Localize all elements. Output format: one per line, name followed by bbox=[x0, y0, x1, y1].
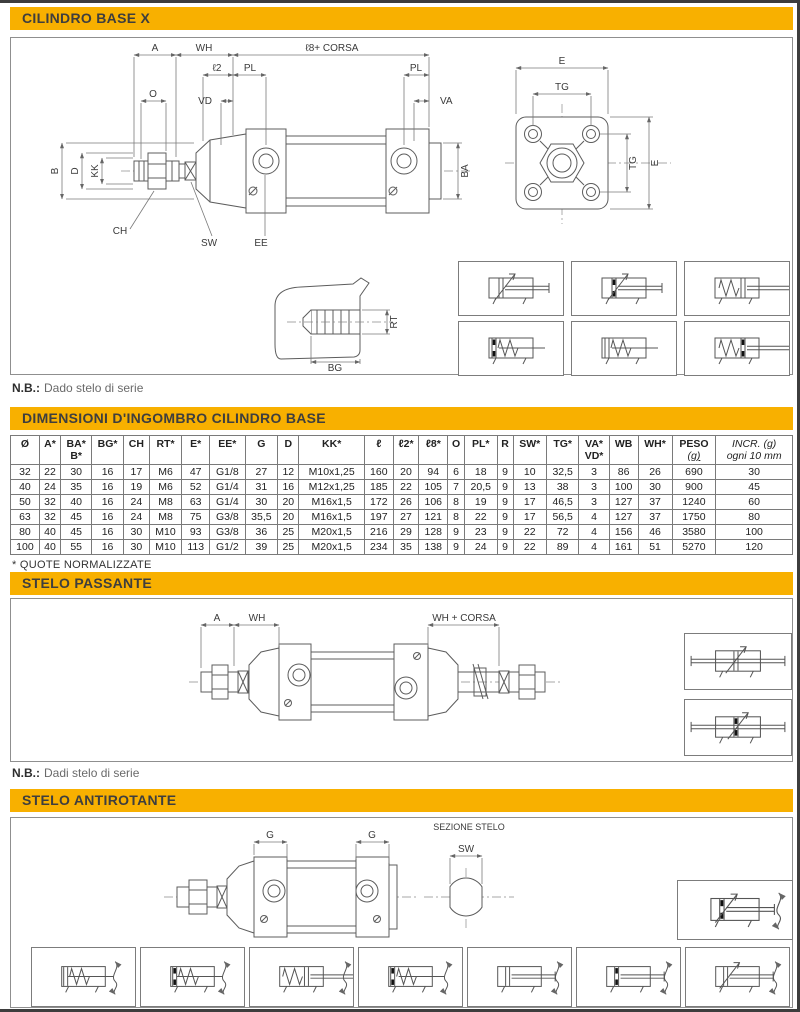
table-cell: 12 bbox=[278, 465, 299, 480]
table-cell: 51 bbox=[638, 540, 672, 555]
table-cell: 38 bbox=[546, 480, 579, 495]
table-cell: 30 bbox=[716, 465, 793, 480]
table-cell: 26 bbox=[393, 495, 419, 510]
table-cell: 20 bbox=[278, 510, 299, 525]
column-header: EE* bbox=[210, 436, 246, 465]
iso-symbol-cushioned-antirotation bbox=[685, 947, 790, 1007]
dim-label-sw: SW bbox=[200, 238, 218, 249]
table-cell: 9 bbox=[497, 510, 513, 525]
dim-label-pl-rear: PL bbox=[409, 63, 423, 74]
through-rod-drawing-panel bbox=[10, 598, 793, 762]
table-cell: M10 bbox=[149, 525, 182, 540]
iso-symbol-cylinder-spring-return bbox=[684, 261, 790, 316]
column-header: E* bbox=[182, 436, 210, 465]
table-cell: 5270 bbox=[672, 540, 716, 555]
table-cell: M12x1,25 bbox=[299, 480, 364, 495]
column-header: Ø bbox=[11, 436, 40, 465]
column-header: CH bbox=[123, 436, 149, 465]
table-row bbox=[11, 480, 793, 495]
iso-symbol-cushioned-magnetic-antirotation bbox=[677, 880, 793, 940]
table-cell: 27 bbox=[245, 465, 278, 480]
table-cell: 106 bbox=[419, 495, 448, 510]
dim-label-va: VA bbox=[440, 96, 453, 107]
table-cell: 197 bbox=[364, 510, 393, 525]
dim-label-l2: ℓ2 bbox=[212, 63, 222, 74]
table-cell: 185 bbox=[364, 480, 393, 495]
table-cell: 23 bbox=[465, 525, 498, 540]
cushion-detail-section-drawing bbox=[259, 272, 429, 372]
table-cell: 30 bbox=[245, 495, 278, 510]
table-row bbox=[11, 525, 793, 540]
table-cell: M6 bbox=[149, 480, 182, 495]
column-header: PESO (g) bbox=[672, 436, 716, 465]
section-header-dimensioni: DIMENSIONI D'INGOMBRO CILINDRO BASE bbox=[10, 407, 793, 430]
table-cell: 31 bbox=[245, 480, 278, 495]
table-cell: 37 bbox=[638, 495, 672, 510]
table-cell: 13 bbox=[513, 480, 546, 495]
table-cell: 72 bbox=[546, 525, 579, 540]
column-header: ℓ8* bbox=[419, 436, 448, 465]
table-cell: 55 bbox=[61, 540, 92, 555]
table-body bbox=[11, 465, 793, 555]
section-label-sezione-stelo: SEZIONE STELO bbox=[433, 822, 505, 832]
table-cell: 172 bbox=[364, 495, 393, 510]
note-text: Dadi stelo di serie bbox=[44, 766, 140, 780]
dim-label-l8-corsa: ℓ8+ CORSA bbox=[305, 43, 359, 54]
table-cell: M10x1,25 bbox=[299, 465, 364, 480]
table-cell: 93 bbox=[182, 525, 210, 540]
table-cell: 1240 bbox=[672, 495, 716, 510]
table-cell: 9 bbox=[497, 525, 513, 540]
table-cell: 45 bbox=[61, 510, 92, 525]
table-cell: G1/2 bbox=[210, 540, 246, 555]
iso-symbol-spring-return-antirotation bbox=[31, 947, 136, 1007]
table-cell: G3/8 bbox=[210, 525, 246, 540]
dim-label-rt: RT bbox=[389, 315, 400, 329]
table-cell: 6 bbox=[448, 465, 465, 480]
table-cell: 25 bbox=[278, 525, 299, 540]
iso-symbol-magnetic-double-acting-antirotation bbox=[576, 947, 681, 1007]
table-cell: 105 bbox=[419, 480, 448, 495]
dim-label-tg-top: TG bbox=[555, 82, 569, 93]
column-header: VA* VD* bbox=[579, 436, 609, 465]
table-cell: 160 bbox=[364, 465, 393, 480]
table-cell: G1/4 bbox=[210, 495, 246, 510]
table-cell: M20x1,5 bbox=[299, 525, 364, 540]
column-header: SW* bbox=[513, 436, 546, 465]
table-row bbox=[11, 510, 793, 525]
table-cell: 16 bbox=[92, 465, 124, 480]
table-cell: 20,5 bbox=[465, 480, 498, 495]
note-prefix: N.B.: bbox=[12, 766, 40, 780]
table-cell: 30 bbox=[123, 525, 149, 540]
table-cell: 121 bbox=[419, 510, 448, 525]
table-cell: 32 bbox=[11, 465, 40, 480]
table-row bbox=[11, 465, 793, 480]
table-cell: 16 bbox=[92, 540, 124, 555]
column-header: ℓ bbox=[364, 436, 393, 465]
dim-label-b: B bbox=[50, 167, 61, 175]
column-header: BG* bbox=[92, 436, 124, 465]
table-cell: 3 bbox=[579, 465, 609, 480]
table-cell: 4 bbox=[579, 540, 609, 555]
table-cell: G1/4 bbox=[210, 480, 246, 495]
table-cell: 100 bbox=[609, 480, 638, 495]
dim-label-pl-front: PL bbox=[243, 63, 257, 74]
table-cell: 40 bbox=[39, 525, 60, 540]
dim-label-wh: WH bbox=[195, 43, 213, 54]
dim-label-ch: CH bbox=[112, 226, 128, 237]
dim-label-sw-section: SW bbox=[457, 844, 475, 855]
table-cell: 138 bbox=[419, 540, 448, 555]
table-footnote: * QUOTE NORMALIZZATE bbox=[12, 559, 152, 571]
column-header: RT* bbox=[149, 436, 182, 465]
table-cell: 46 bbox=[638, 525, 672, 540]
table-cell: 35 bbox=[393, 540, 419, 555]
table-cell: 100 bbox=[11, 540, 40, 555]
table-cell: 30 bbox=[61, 465, 92, 480]
iso-symbol-cylinder-spring-magnetic bbox=[684, 321, 790, 376]
header-row bbox=[11, 436, 793, 465]
cylinder-front-view-drawing bbox=[503, 54, 683, 239]
table-cell: 16 bbox=[92, 510, 124, 525]
table-cell: 3 bbox=[579, 480, 609, 495]
table-cell: 3580 bbox=[672, 525, 716, 540]
table-cell: 40 bbox=[39, 540, 60, 555]
table-cell: 17 bbox=[513, 510, 546, 525]
dim-label-g-left: G bbox=[266, 830, 274, 841]
table-cell: 18 bbox=[465, 465, 498, 480]
column-header: INCR. (g) ogni 10 mm bbox=[716, 436, 793, 465]
table-cell: 100 bbox=[716, 525, 793, 540]
table-cell: 30 bbox=[123, 540, 149, 555]
dim-label-g-right: G bbox=[368, 830, 376, 841]
iso-symbol-magnetic-spring-antirotation bbox=[140, 947, 245, 1007]
table-cell: G1/8 bbox=[210, 465, 246, 480]
table-cell: M16x1,5 bbox=[299, 495, 364, 510]
dim-label-wh-passante: WH bbox=[248, 613, 266, 624]
table-cell: 20 bbox=[393, 465, 419, 480]
table-cell: 9 bbox=[497, 465, 513, 480]
antirotation-cylinder-drawing bbox=[69, 820, 529, 945]
table-cell: 9 bbox=[497, 540, 513, 555]
table-cell: 63 bbox=[182, 495, 210, 510]
iso-symbol-cylinder-spring bbox=[571, 321, 677, 376]
page-edge-top bbox=[0, 0, 800, 3]
dim-label-ba: BA bbox=[460, 164, 471, 178]
table-cell: 32 bbox=[39, 510, 60, 525]
table-cell: 20 bbox=[278, 495, 299, 510]
table-cell: 63 bbox=[11, 510, 40, 525]
note-prefix: N.B.: bbox=[12, 381, 40, 395]
table-cell: 86 bbox=[609, 465, 638, 480]
table-cell: 4 bbox=[579, 525, 609, 540]
table-cell: 113 bbox=[182, 540, 210, 555]
table-cell: 1750 bbox=[672, 510, 716, 525]
iso-symbol-through-rod-cushioned-magnetic bbox=[684, 699, 792, 756]
table-cell: 75 bbox=[182, 510, 210, 525]
table-cell: 45 bbox=[716, 480, 793, 495]
dim-label-e-top: E bbox=[558, 56, 566, 67]
dim-label-tg-right: TG bbox=[628, 156, 639, 170]
dim-label-d: D bbox=[70, 167, 81, 175]
note-text: Dado stelo di serie bbox=[44, 381, 144, 395]
table-cell: 120 bbox=[716, 540, 793, 555]
dim-label-bg: BG bbox=[327, 363, 343, 372]
table-cell: 94 bbox=[419, 465, 448, 480]
column-header: A* bbox=[39, 436, 60, 465]
table-cell: 26 bbox=[638, 465, 672, 480]
table-cell: M16x1,5 bbox=[299, 510, 364, 525]
table-cell: M8 bbox=[149, 495, 182, 510]
dim-label-wh-corsa: WH + CORSA bbox=[432, 613, 496, 624]
table-cell: 32,5 bbox=[546, 465, 579, 480]
section-header-stelo-passante: STELO PASSANTE bbox=[10, 572, 793, 595]
column-header: PL* bbox=[465, 436, 498, 465]
column-header: KK* bbox=[299, 436, 364, 465]
table-cell: 216 bbox=[364, 525, 393, 540]
table-cell: 36 bbox=[245, 525, 278, 540]
table-cell: M10 bbox=[149, 540, 182, 555]
table-cell: 89 bbox=[546, 540, 579, 555]
table-cell: 24 bbox=[465, 540, 498, 555]
iso-symbol-cylinder-cushioned-magnetic bbox=[571, 261, 677, 316]
table-cell: 16 bbox=[92, 480, 124, 495]
column-header: BA* B* bbox=[61, 436, 92, 465]
iso-symbol-through-rod-cushioned bbox=[684, 633, 792, 690]
table-cell: 16 bbox=[92, 495, 124, 510]
table-cell: 22 bbox=[39, 465, 60, 480]
table-cell: 40 bbox=[61, 495, 92, 510]
dim-label-vd: VD bbox=[198, 96, 212, 107]
table-cell: 16 bbox=[278, 480, 299, 495]
table-cell: 25 bbox=[278, 540, 299, 555]
table-cell: 30 bbox=[638, 480, 672, 495]
table-cell: M6 bbox=[149, 465, 182, 480]
table-cell: 37 bbox=[638, 510, 672, 525]
base-cylinder-drawing-panel bbox=[10, 37, 793, 375]
dim-label-e-right: E bbox=[650, 159, 661, 167]
table-cell: 27 bbox=[393, 510, 419, 525]
table-cell: 17 bbox=[123, 465, 149, 480]
table-cell: 234 bbox=[364, 540, 393, 555]
table-cell: 128 bbox=[419, 525, 448, 540]
table-cell: 40 bbox=[11, 480, 40, 495]
table-cell: 127 bbox=[609, 510, 638, 525]
table-cell: 22 bbox=[513, 540, 546, 555]
table-cell: 80 bbox=[716, 510, 793, 525]
table-cell: 900 bbox=[672, 480, 716, 495]
table-cell: 9 bbox=[448, 525, 465, 540]
table-cell: M20x1,5 bbox=[299, 540, 364, 555]
table-cell: 7 bbox=[448, 480, 465, 495]
table-cell: 35,5 bbox=[245, 510, 278, 525]
table-cell: 35 bbox=[61, 480, 92, 495]
table-cell: M8 bbox=[149, 510, 182, 525]
table-cell: 127 bbox=[609, 495, 638, 510]
table-cell: 156 bbox=[609, 525, 638, 540]
column-header: O bbox=[448, 436, 465, 465]
table-cell: 690 bbox=[672, 465, 716, 480]
column-header: R bbox=[497, 436, 513, 465]
section-header-cilindro-base: CILINDRO BASE X bbox=[10, 7, 793, 30]
table-cell: 32 bbox=[39, 495, 60, 510]
table-cell: 3 bbox=[579, 495, 609, 510]
table-cell: G3/8 bbox=[210, 510, 246, 525]
table-cell: 45 bbox=[61, 525, 92, 540]
table-cell: 24 bbox=[123, 495, 149, 510]
column-header: TG* bbox=[546, 436, 579, 465]
dim-label-a: A bbox=[151, 43, 159, 54]
through-rod-cylinder-drawing bbox=[161, 604, 591, 752]
table-cell: 22 bbox=[465, 510, 498, 525]
table-cell: 8 bbox=[448, 495, 465, 510]
column-header: ℓ2* bbox=[393, 436, 419, 465]
table-cell: 16 bbox=[92, 525, 124, 540]
note-dado-stelo bbox=[12, 381, 143, 395]
table-cell: 4 bbox=[579, 510, 609, 525]
table-cell: 52 bbox=[182, 480, 210, 495]
iso-symbol-spring-return-long-rod-antirotation bbox=[249, 947, 354, 1007]
table-row bbox=[11, 495, 793, 510]
column-header: G bbox=[245, 436, 278, 465]
table-cell: 9 bbox=[497, 480, 513, 495]
table-cell: 19 bbox=[123, 480, 149, 495]
table-cell: 56,5 bbox=[546, 510, 579, 525]
column-header: WB bbox=[609, 436, 638, 465]
cylinder-side-view-drawing bbox=[36, 41, 481, 271]
table-row bbox=[11, 540, 793, 555]
dim-label-ee: EE bbox=[254, 238, 268, 249]
iso-symbol-cylinder-magnetic-spring bbox=[458, 321, 564, 376]
note-dadi-stelo bbox=[12, 766, 139, 780]
table-cell: 10 bbox=[513, 465, 546, 480]
table-cell: 9 bbox=[497, 495, 513, 510]
iso-symbol-magnetic-spring-long-rod-antirotation bbox=[358, 947, 463, 1007]
column-header: D bbox=[278, 436, 299, 465]
table-cell: 19 bbox=[465, 495, 498, 510]
table-cell: 24 bbox=[39, 480, 60, 495]
table-cell: 50 bbox=[11, 495, 40, 510]
dimensions-table bbox=[10, 435, 793, 555]
table-cell: 80 bbox=[11, 525, 40, 540]
table-cell: 60 bbox=[716, 495, 793, 510]
dim-label-a-passante: A bbox=[213, 613, 221, 624]
table-cell: 22 bbox=[513, 525, 546, 540]
table-cell: 46,5 bbox=[546, 495, 579, 510]
iso-symbol-cylinder-cushioned bbox=[458, 261, 564, 316]
table-head bbox=[11, 436, 793, 465]
table-cell: 22 bbox=[393, 480, 419, 495]
table-cell: 8 bbox=[448, 510, 465, 525]
table-cell: 9 bbox=[448, 540, 465, 555]
table-cell: 24 bbox=[123, 510, 149, 525]
table-cell: 39 bbox=[245, 540, 278, 555]
table-cell: 29 bbox=[393, 525, 419, 540]
table-cell: 17 bbox=[513, 495, 546, 510]
dim-label-kk: KK bbox=[90, 164, 101, 178]
antirotation-drawing-panel bbox=[10, 817, 793, 1008]
table-cell: 47 bbox=[182, 465, 210, 480]
table-cell: 161 bbox=[609, 540, 638, 555]
section-header-stelo-antirotante: STELO ANTIROTANTE bbox=[10, 789, 793, 812]
iso-symbol-double-acting-antirotation bbox=[467, 947, 572, 1007]
dim-label-o: O bbox=[149, 89, 157, 100]
column-header: WH* bbox=[638, 436, 672, 465]
